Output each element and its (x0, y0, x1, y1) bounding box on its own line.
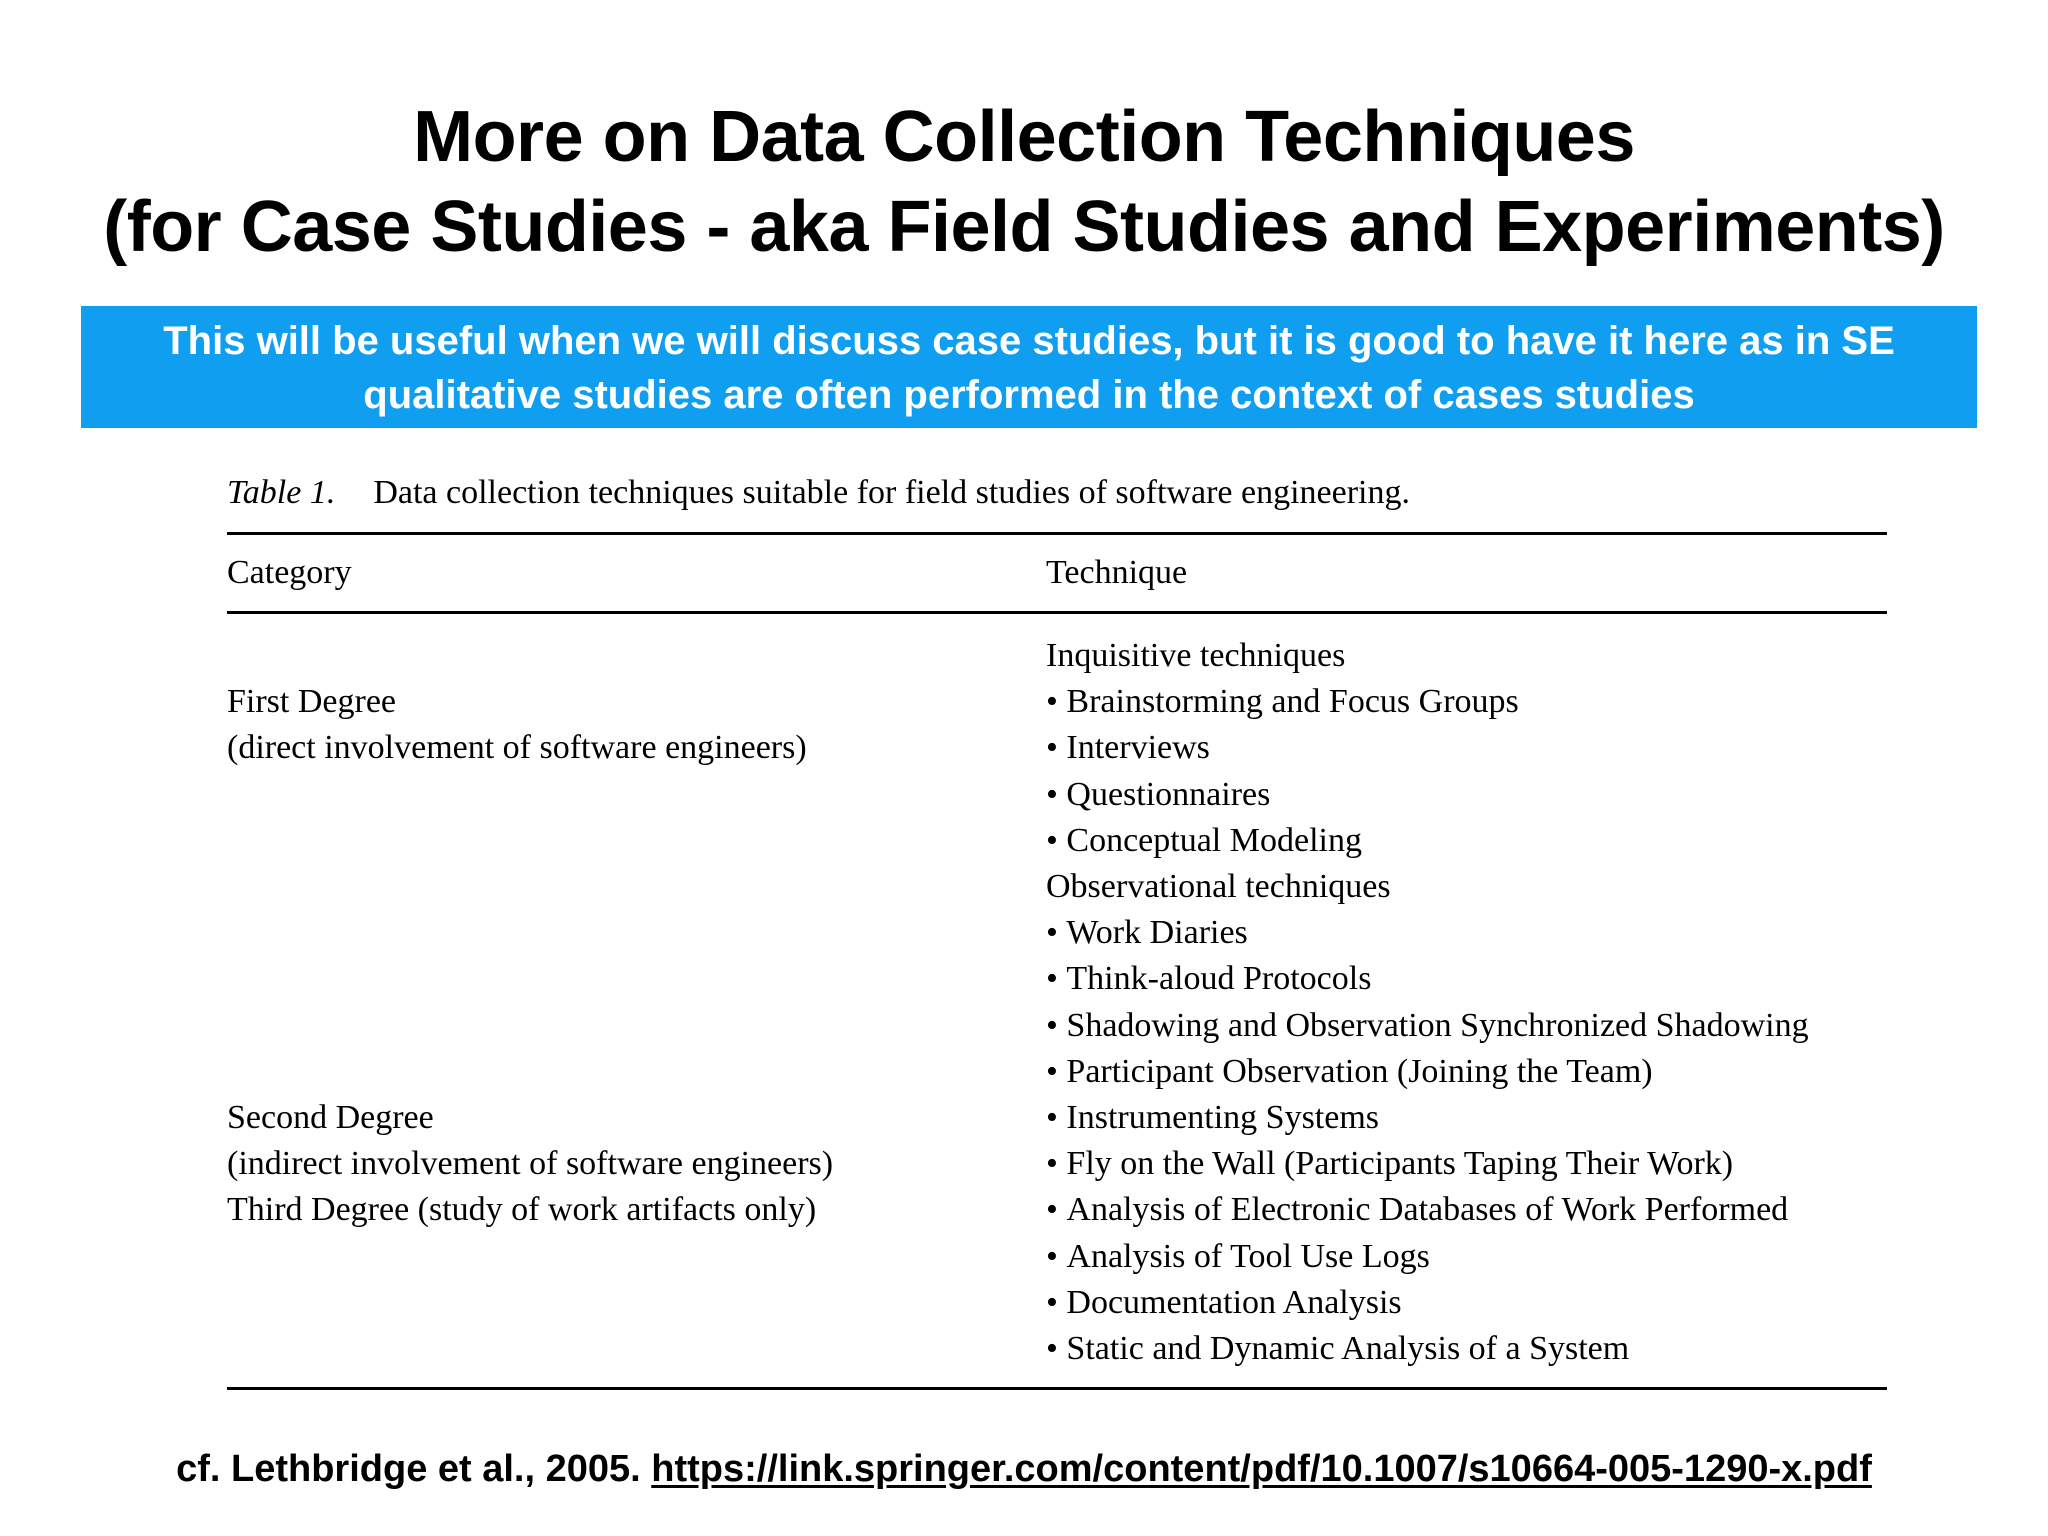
table-caption-text: Data collection techniques suitable for field studies of software engineering. (373, 474, 1410, 511)
column-header-technique: Technique (1046, 554, 1188, 591)
category-name: Third Degree (study of work artifacts only) (227, 1191, 817, 1229)
technique-item: • Documentation Analysis (1046, 1280, 1809, 1326)
technique-item: • Conceptual Modeling (1046, 818, 1809, 864)
info-banner-line2: qualitative studies are often performed in the context of cases studies (363, 373, 1695, 417)
footer-citation (0, 1444, 2048, 1494)
technique-item: • Questionnaires (1046, 772, 1809, 818)
category-detail: (direct involvement of software engineers) (227, 729, 807, 767)
slide-title-line2: (for Case Studies - aka Field Studies and Experiments) (103, 187, 1945, 267)
technique-list (1046, 633, 1809, 1372)
table-caption (227, 468, 1410, 518)
citation-text: cf. Lethbridge et al., 2005. (176, 1448, 641, 1490)
slide-title-line1: More on Data Collection Techniques (413, 97, 1635, 177)
technique-group-heading: Observational techniques (1046, 868, 1391, 906)
citation-link[interactable]: https://link.springer.com/content/pdf/10.1007/s10664-005-1290-x.pdf (651, 1448, 1872, 1490)
technique-item: • Analysis of Electronic Databases of Work Performed (1046, 1187, 1809, 1233)
technique-item: • Analysis of Tool Use Logs (1046, 1234, 1809, 1280)
technique-group-heading: Inquisitive techniques (1046, 637, 1346, 674)
technique-item: • Think-aloud Protocols (1046, 956, 1809, 1002)
technique-item: • Fly on the Wall (Participants Taping Their Work) (1046, 1141, 1809, 1187)
table-caption-label: Table 1. (227, 474, 336, 511)
info-banner (81, 306, 1977, 428)
technique-item: • Static and Dynamic Analysis of a System (1046, 1326, 1809, 1372)
category-second-third-degree (227, 1095, 833, 1234)
technique-item: • Shadowing and Observation Synchronized Shadowing (1046, 1003, 1809, 1049)
table-bottom-rule (227, 1387, 1887, 1390)
category-name: Second Degree (227, 1099, 434, 1136)
technique-item: • Participant Observation (Joining the Team) (1046, 1049, 1809, 1095)
column-header-category: Category (227, 554, 352, 591)
category-detail: (indirect involvement of software engineers) (227, 1145, 834, 1183)
technique-item: • Interviews (1046, 725, 1809, 771)
slide-title (0, 92, 2048, 272)
technique-item: • Work Diaries (1046, 910, 1809, 956)
table-header-rule (227, 611, 1887, 614)
technique-item: • Instrumenting Systems (1046, 1095, 1809, 1141)
info-banner-line1: This will be useful when we will discuss case studies, but it is good to have it here as in SE (163, 319, 1895, 363)
category-first-degree (227, 679, 807, 771)
technique-item: • Brainstorming and Focus Groups (1046, 679, 1809, 725)
category-name: First Degree (227, 683, 397, 720)
table-top-rule (227, 532, 1887, 535)
